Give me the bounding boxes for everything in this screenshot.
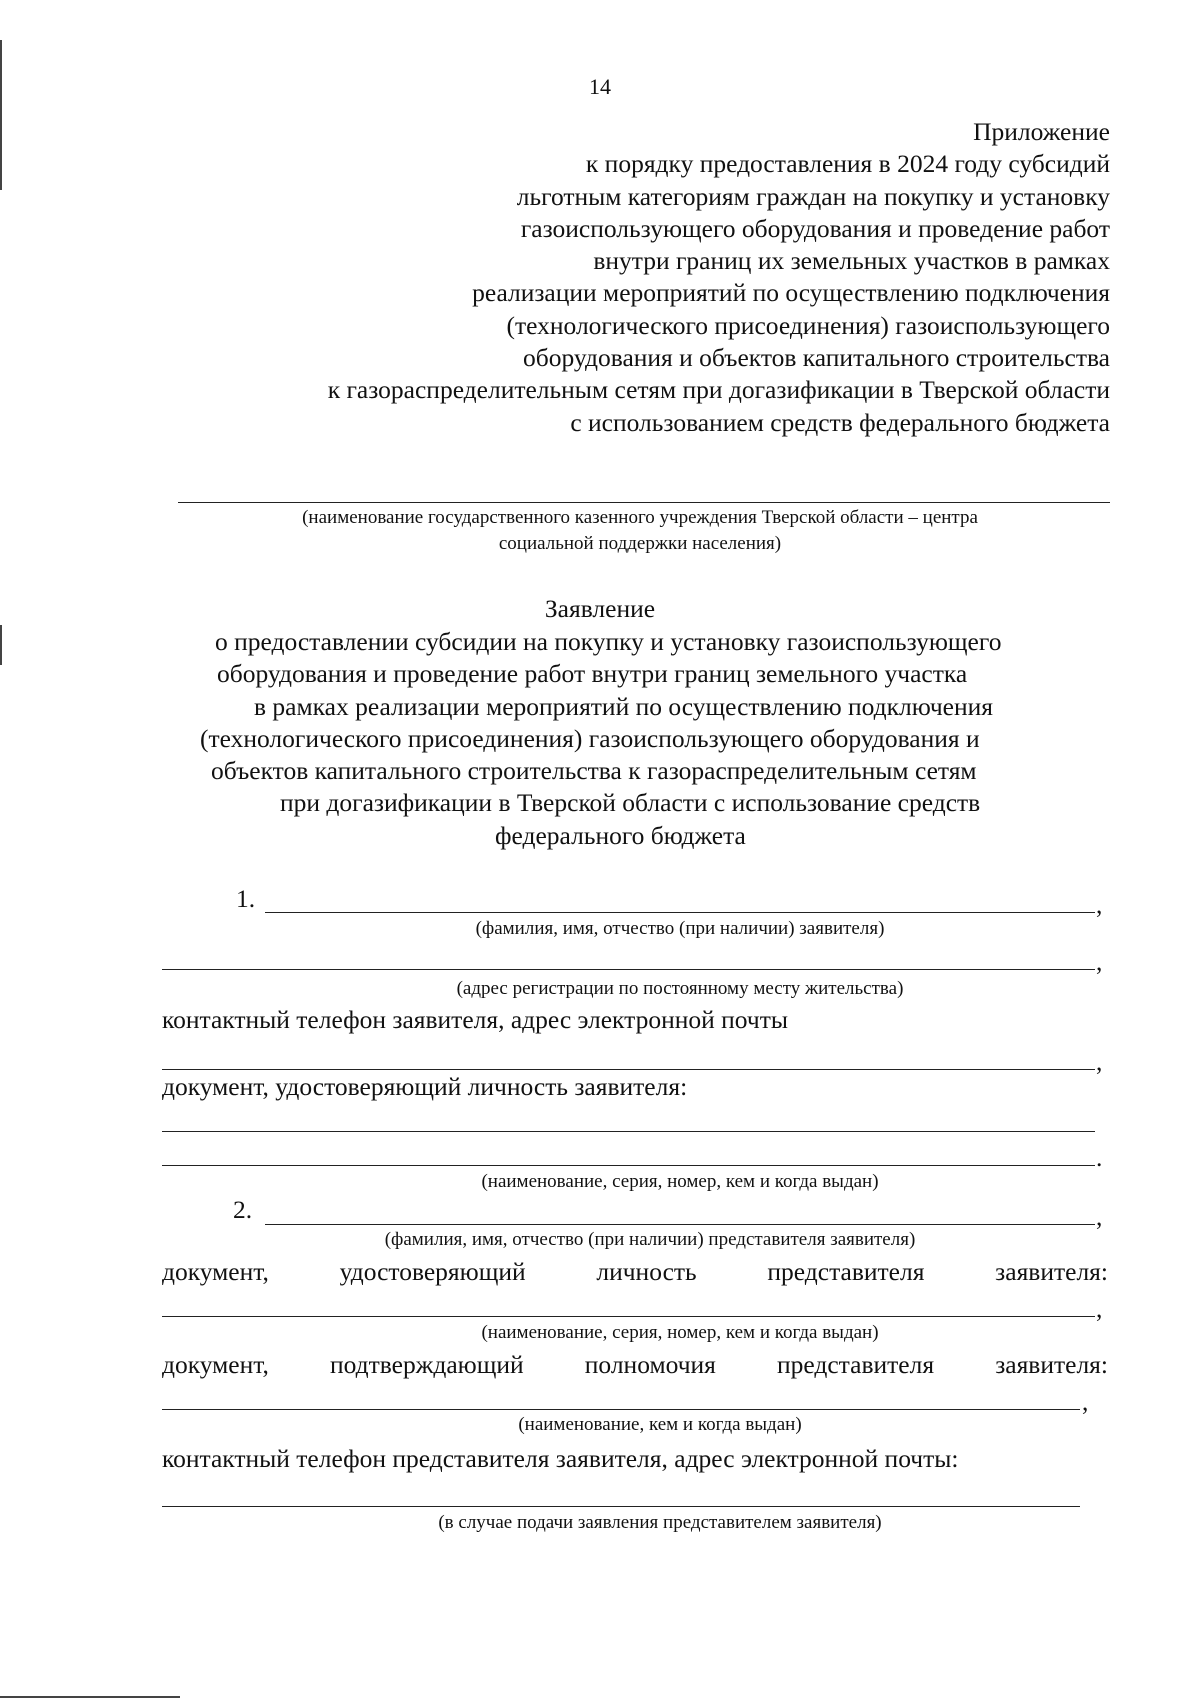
institution-caption-line: социальной поддержки населения) bbox=[498, 533, 782, 554]
item-2-number: 2. bbox=[233, 1195, 253, 1224]
id-document-caption: (наименование, серия, номер, кем и когда выдан) bbox=[481, 1171, 879, 1192]
appendix-line: реализации мероприятий по осуществлению подключения bbox=[472, 278, 1110, 308]
rep-authority-word: документ, bbox=[162, 1350, 269, 1379]
application-title: Заявление bbox=[544, 594, 656, 623]
rep-id-document-field[interactable] bbox=[162, 1316, 1095, 1317]
rep-contact-field[interactable] bbox=[162, 1506, 1080, 1507]
address-caption: (адрес регистрации по постоянному месту жительства) bbox=[456, 978, 904, 999]
comma: , bbox=[1096, 1202, 1103, 1231]
subject-line: о предоставлении субсидии на покупку и установку газоиспользующего bbox=[215, 627, 1002, 656]
applicant-name-caption: (фамилия, имя, отчество (при наличии) заявителя) bbox=[475, 918, 885, 939]
subject-line: федерального бюджета bbox=[495, 820, 746, 850]
applicant-name-field[interactable] bbox=[265, 912, 1095, 913]
rep-id-word: личность bbox=[596, 1257, 697, 1286]
contact-field[interactable] bbox=[162, 1069, 1095, 1070]
rep-authority-label bbox=[162, 1350, 1108, 1380]
rep-authority-field[interactable] bbox=[162, 1409, 1080, 1410]
application-subject bbox=[130, 626, 1170, 852]
appendix-line: льготным категориям граждан на покупку и установку bbox=[516, 181, 1110, 211]
page-number: 14 bbox=[589, 74, 611, 99]
subject-line: (технологического присоединения) газоиспользующего оборудования и bbox=[200, 723, 980, 753]
appendix-line: с использованием средств федерального бюджета bbox=[570, 407, 1110, 437]
subject-line: при догазификации в Тверской области с использование средств bbox=[280, 788, 981, 818]
rep-id-word: заявителя: bbox=[995, 1257, 1108, 1286]
subject-line: объектов капитального строительства к газораспределительным сетям bbox=[211, 756, 977, 786]
scan-edge-left bbox=[0, 40, 2, 190]
rep-id-word: документ, bbox=[162, 1257, 269, 1286]
institution-caption-line: (наименование государственного казенного учреждения Тверской области – центра bbox=[302, 507, 978, 528]
address-field[interactable] bbox=[162, 969, 1095, 970]
comma: , bbox=[1096, 1047, 1103, 1076]
appendix-line: оборудования и объектов капитального строительства bbox=[522, 343, 1110, 373]
rep-authority-word: полномочия bbox=[584, 1350, 716, 1379]
rep-id-word: представителя bbox=[767, 1257, 925, 1286]
rep-contact-label: контактный телефон представителя заявителя, адрес электронной почты: bbox=[162, 1444, 959, 1473]
appendix-line: Приложение bbox=[973, 117, 1110, 146]
comma: , bbox=[1082, 1387, 1089, 1416]
scan-edge-left-lower bbox=[0, 625, 2, 665]
institution-name-field[interactable] bbox=[178, 502, 1110, 503]
appendix-line: к газораспределительным сетям при догазификации в Тверской области bbox=[327, 375, 1110, 405]
contact-label: контактный телефон заявителя, адрес электронной почты bbox=[162, 1005, 788, 1034]
appendix-header bbox=[150, 116, 1110, 439]
rep-authority-word: подтверждающий bbox=[330, 1350, 524, 1379]
appendix-line: к порядку предоставления в 2024 году субсидий bbox=[585, 149, 1110, 179]
scan-edge-bottom bbox=[0, 1696, 180, 1698]
rep-id-word: удостоверяющий bbox=[339, 1257, 526, 1286]
id-document-label: документ, удостоверяющий личность заявителя: bbox=[162, 1072, 688, 1101]
rep-authority-caption: (наименование, кем и когда выдан) bbox=[518, 1414, 802, 1435]
institution-caption bbox=[160, 505, 1120, 557]
rep-name-field[interactable] bbox=[265, 1224, 1095, 1225]
item-1-number: 1. bbox=[236, 884, 256, 913]
subject-line: в рамках реализации мероприятий по осуществлению подключения bbox=[254, 691, 994, 721]
rep-authority-word: представителя bbox=[777, 1350, 935, 1379]
appendix-line: газоиспользующего оборудования и проведение работ bbox=[520, 213, 1110, 243]
period: . bbox=[1096, 1143, 1103, 1172]
comma: , bbox=[1096, 890, 1103, 919]
rep-id-document-label bbox=[162, 1257, 1108, 1287]
comma: , bbox=[1096, 1294, 1103, 1323]
subject-line: оборудования и проведение работ внутри границ земельного участка bbox=[217, 659, 968, 689]
rep-contact-caption: (в случае подачи заявления представителем заявителя) bbox=[438, 1512, 882, 1533]
rep-authority-word: заявителя: bbox=[995, 1350, 1108, 1379]
rep-name-caption: (фамилия, имя, отчество (при наличии) представителя заявителя) bbox=[384, 1229, 916, 1250]
appendix-line: внутри границ их земельных участков в рамках bbox=[593, 246, 1110, 276]
id-document-field-line2[interactable] bbox=[162, 1165, 1095, 1166]
comma: , bbox=[1096, 947, 1103, 976]
id-document-field-line1[interactable] bbox=[162, 1131, 1095, 1132]
appendix-line: (технологического присоединения) газоиспользующего bbox=[506, 310, 1110, 340]
rep-id-document-caption: (наименование, серия, номер, кем и когда выдан) bbox=[481, 1322, 879, 1343]
